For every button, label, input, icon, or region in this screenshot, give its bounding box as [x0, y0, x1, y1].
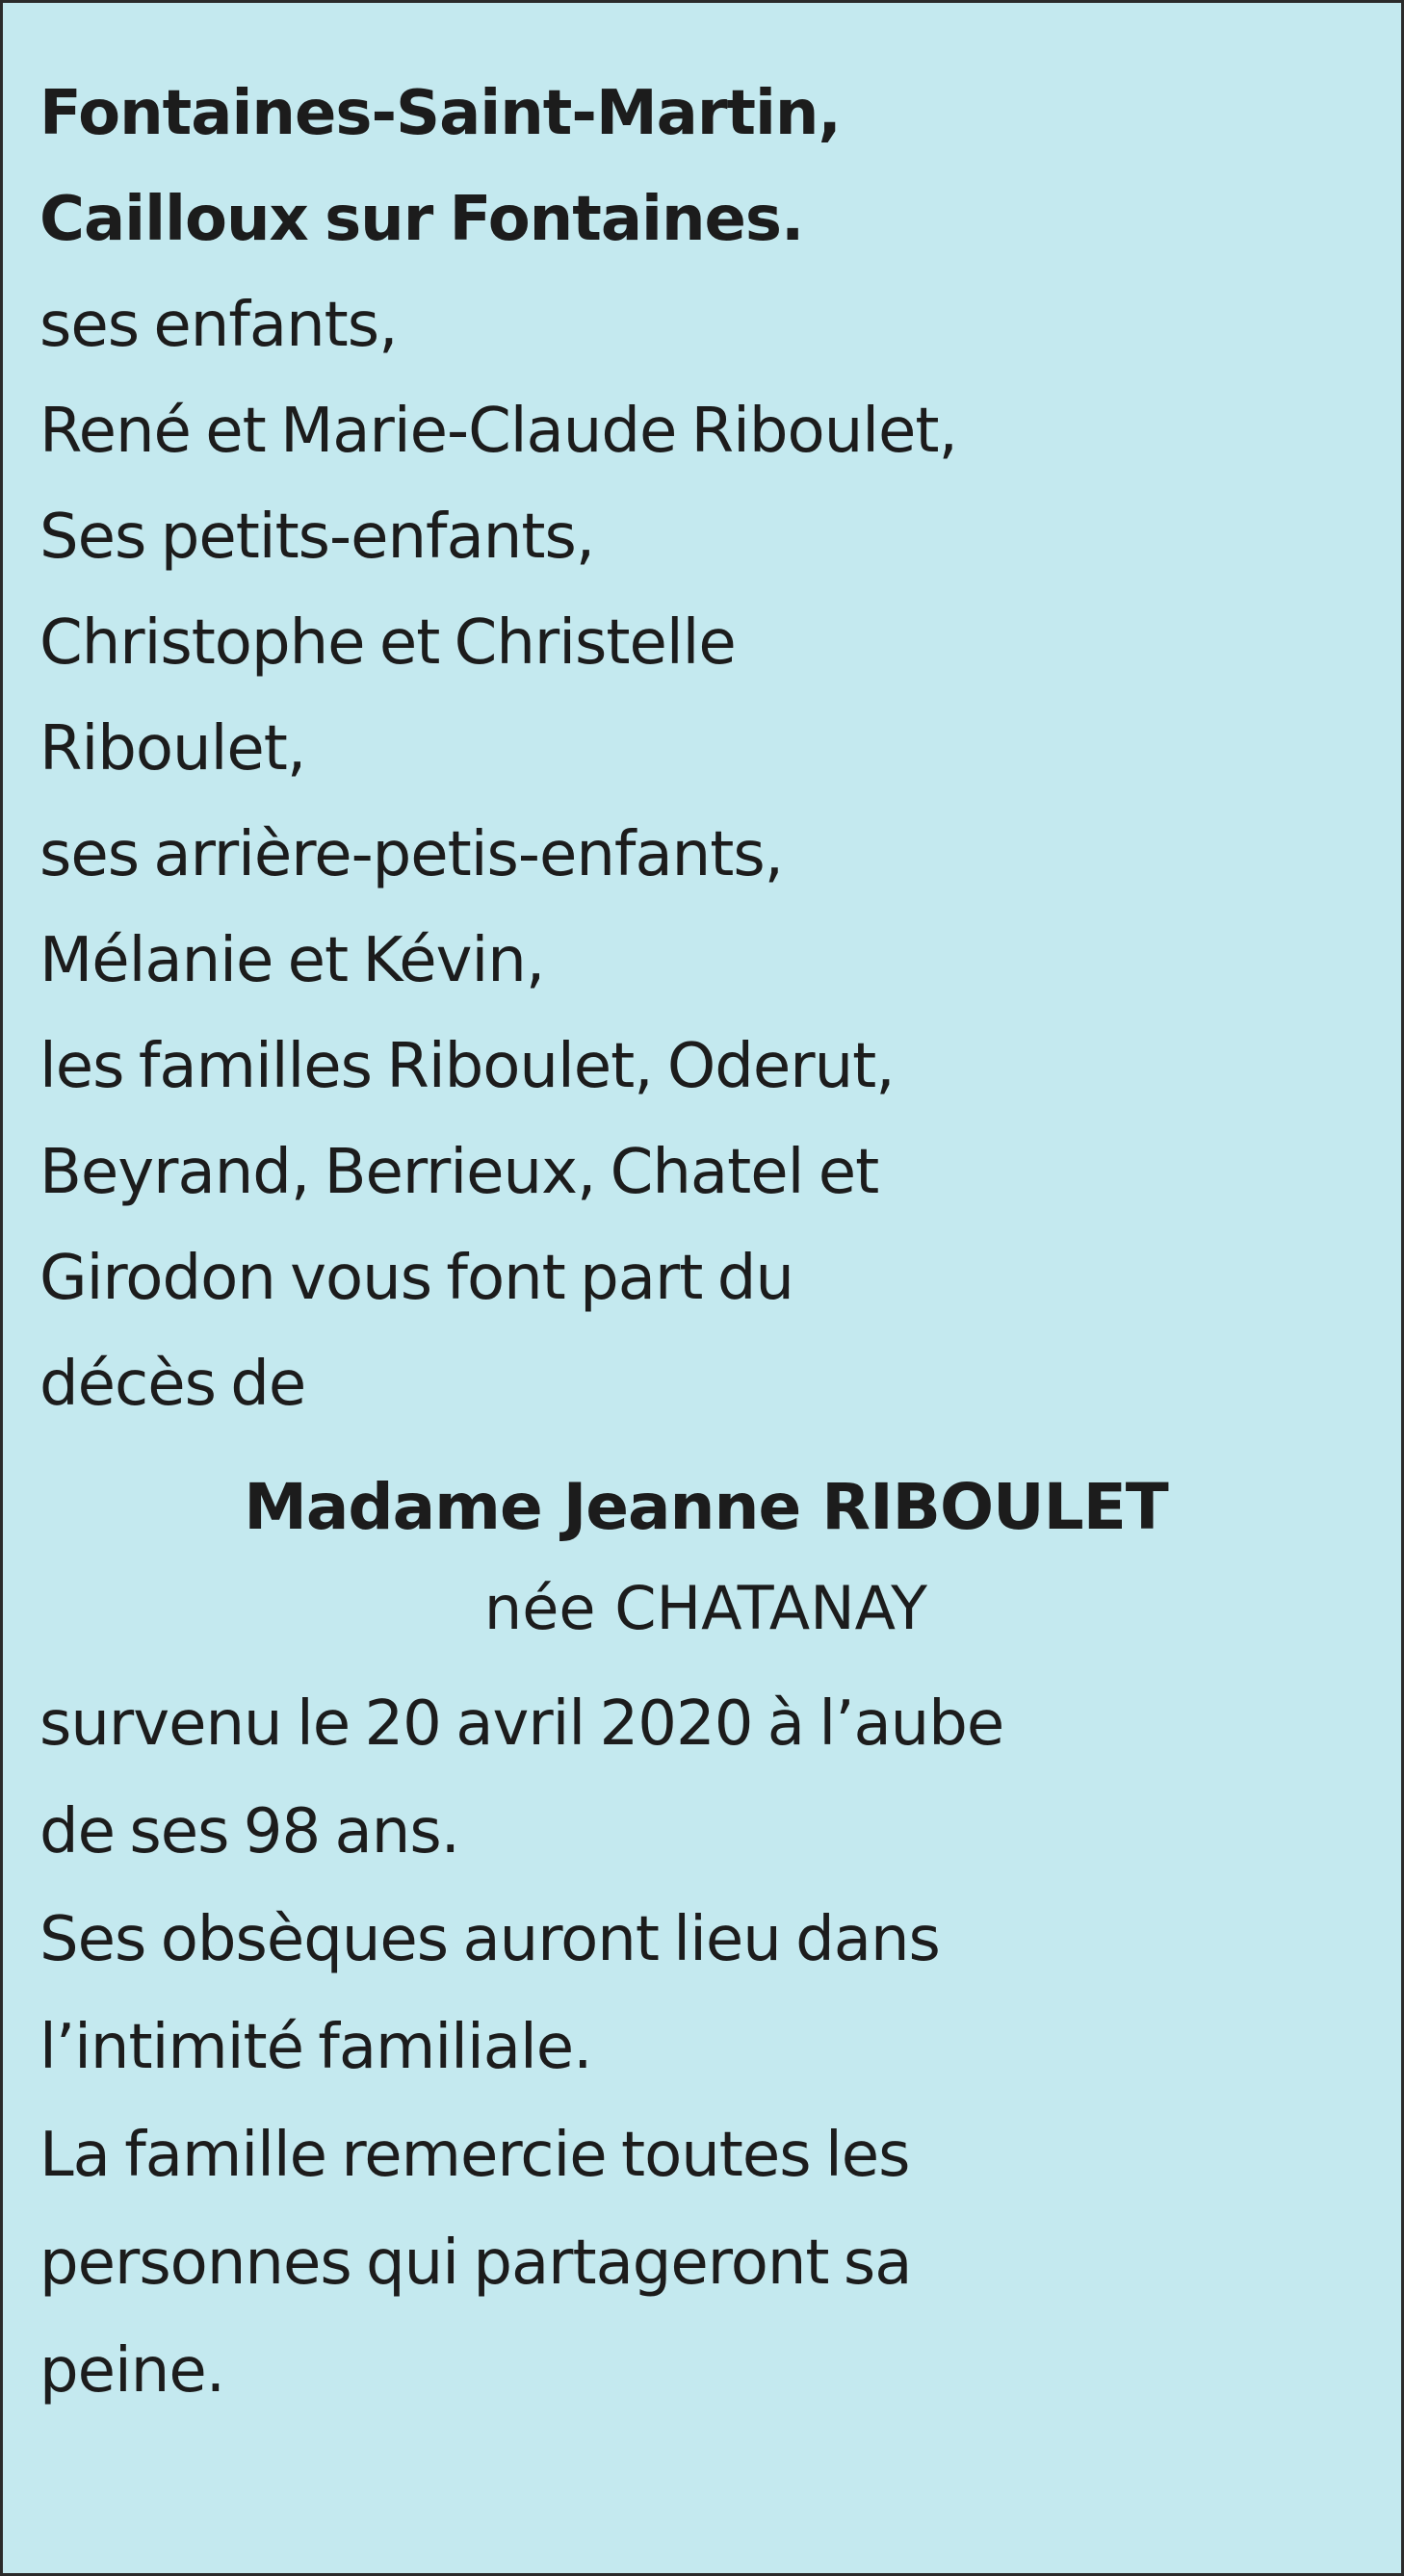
family-line: les familles Riboulet, Oderut, [39, 1031, 895, 1102]
notice-content [39, 61, 1372, 2425]
family-line: Girodon vous font part du [39, 1243, 793, 1314]
location-line: Cailloux sur Fontaines. [39, 184, 804, 255]
closing-line: de ses 98 ans. [39, 1796, 459, 1868]
closing-line: l’intimité familiale. [39, 2012, 592, 2083]
family-line: Ses petits-enfants, [39, 502, 595, 573]
location-line: Fontaines-Saint-Martin, [39, 78, 841, 149]
closing-line: Ses obsèques auront lieu dans [39, 1904, 940, 1975]
deceased-name: Madame Jeanne RIBOULET [244, 1470, 1168, 1544]
closing-line: personnes qui partageront sa [39, 2228, 912, 2299]
family-line: Christophe et Christelle [39, 607, 736, 679]
family-line: ses arrière-petis-enfants, [39, 819, 783, 890]
family-line: ses enfants, [39, 290, 398, 361]
closing-text [39, 1670, 1372, 2425]
family-line: décès de [39, 1349, 306, 1420]
maiden-name: née CHATANAY [483, 1573, 928, 1643]
family-line: Mélanie et Kévin, [39, 925, 545, 996]
family-line: René et Marie-Claude Riboulet, [39, 396, 957, 467]
family-line: Beyrand, Berrieux, Chatel et [39, 1137, 879, 1208]
closing-line: peine. [39, 2335, 225, 2407]
closing-line: survenu le 20 avril 2020 à l’aube [39, 1688, 1004, 1760]
closing-line: La famille remercie toutes les [39, 2120, 910, 2191]
family-line: Riboulet, [39, 713, 306, 785]
